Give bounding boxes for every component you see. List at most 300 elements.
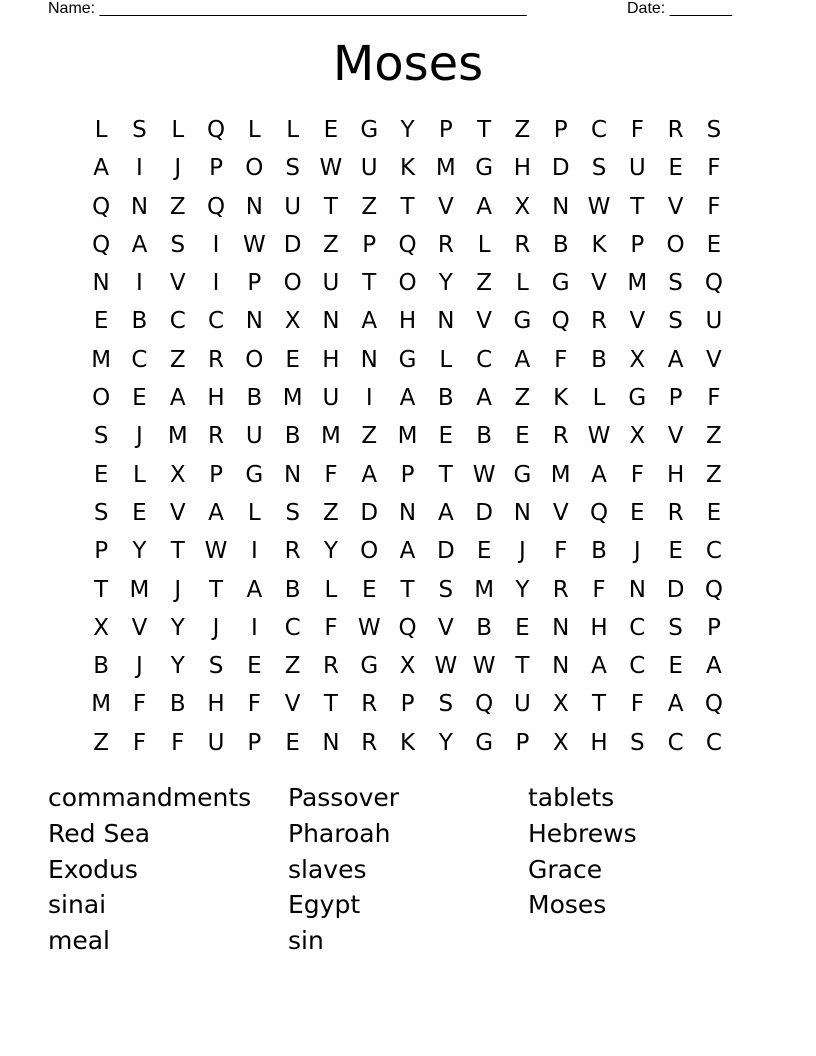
grid-letter[interactable]: C (476, 346, 493, 373)
grid-letter[interactable]: W (319, 155, 343, 182)
grid-letter[interactable]: Z (323, 499, 339, 526)
grid-letter[interactable]: N (552, 614, 570, 641)
grid-letter[interactable]: T (170, 538, 185, 565)
grid-letter[interactable]: S (93, 499, 109, 526)
grid-letter[interactable]: Q (704, 691, 723, 718)
grid-letter[interactable]: Q (398, 614, 417, 641)
grid-letter[interactable]: Y (323, 538, 338, 565)
grid-letter[interactable]: L (592, 385, 606, 412)
grid-row (82, 188, 734, 226)
grid-letter[interactable]: H (322, 346, 340, 373)
grid-letter[interactable]: Q (589, 499, 609, 526)
grid-letter[interactable]: S (630, 729, 645, 756)
grid-letter[interactable]: E (515, 614, 530, 641)
grid-letter[interactable]: L (247, 499, 261, 526)
grid-letter[interactable]: O (360, 538, 379, 565)
grid-letter[interactable]: E (361, 576, 377, 603)
grid-letter[interactable]: U (360, 155, 378, 182)
grid-letter[interactable]: U (628, 155, 646, 182)
grid-letter[interactable]: X (629, 346, 646, 373)
grid-letter[interactable]: F (630, 461, 644, 488)
grid-letter[interactable]: R (361, 729, 378, 756)
grid-letter[interactable]: G (475, 155, 494, 182)
grid-letter[interactable]: A (93, 155, 110, 182)
grid-letter[interactable]: M (91, 691, 112, 718)
grid-letter[interactable]: R (514, 231, 531, 258)
grid-letter[interactable]: I (136, 270, 143, 297)
grid-letter[interactable]: T (591, 691, 607, 718)
grid-letter[interactable]: N (628, 576, 646, 603)
grid-letter[interactable]: S (438, 691, 454, 718)
grid-letter[interactable]: L (439, 346, 453, 373)
grid-letter[interactable]: M (91, 346, 112, 373)
grid-letter[interactable]: V (629, 308, 646, 335)
grid-letter[interactable]: J (174, 155, 182, 182)
grid-letter[interactable]: S (170, 231, 186, 258)
grid-letter[interactable]: R (437, 231, 454, 258)
grid-letter[interactable]: E (706, 499, 722, 526)
grid-letter[interactable]: Q (398, 231, 417, 258)
grid-letter[interactable]: U (207, 729, 225, 756)
grid-letter[interactable]: Z (323, 231, 339, 258)
grid-letter[interactable]: H (207, 385, 225, 412)
grid-letter[interactable]: O (398, 270, 417, 297)
grid-letter[interactable]: V (667, 423, 684, 450)
grid-letter[interactable]: S (285, 155, 300, 182)
grid-letter[interactable]: Q (92, 231, 111, 258)
grid-letter[interactable]: M (397, 423, 418, 450)
grid-letter[interactable]: Z (476, 270, 492, 297)
grid-letter[interactable]: P (400, 461, 415, 488)
grid-letter[interactable]: F (707, 193, 721, 220)
grid-letter[interactable]: N (322, 308, 340, 335)
grid-letter[interactable]: Q (704, 576, 723, 603)
grid-letter[interactable]: D (436, 538, 455, 565)
grid-letter[interactable]: Y (438, 270, 453, 297)
grid-letter[interactable]: P (247, 729, 262, 756)
grid-letter[interactable]: C (131, 346, 148, 373)
grid-letter[interactable]: I (250, 538, 258, 565)
grid-letter[interactable]: C (667, 729, 684, 756)
grid-letter[interactable]: T (209, 576, 224, 603)
grid-letter[interactable]: U (705, 308, 723, 335)
grid-letter[interactable]: Z (93, 729, 110, 756)
grid-letter[interactable]: Y (400, 117, 415, 143)
grid-letter[interactable]: T (94, 576, 109, 603)
grid-letter[interactable]: A (437, 499, 454, 526)
grid-letter[interactable]: M (282, 385, 303, 412)
grid-letter[interactable]: V (437, 614, 454, 641)
grid-letter[interactable]: B (131, 308, 148, 335)
grid-letter[interactable]: T (323, 193, 338, 220)
grid-letter[interactable]: M (474, 576, 495, 603)
grid-letter[interactable]: F (324, 614, 338, 641)
grid-letter[interactable]: V (591, 270, 607, 297)
word-list-item: slaves (288, 854, 367, 884)
grid-letter[interactable]: N (437, 308, 455, 335)
grid-letter[interactable]: T (515, 653, 530, 680)
grid-letter[interactable]: U (245, 423, 263, 450)
grid-letter[interactable]: Q (551, 308, 570, 335)
grid-letter[interactable]: P (400, 691, 415, 718)
word-list-item: Hebrews (528, 818, 637, 848)
grid-letter[interactable]: D (551, 155, 570, 182)
date-field-label[interactable]: Date: _______ (627, 0, 732, 17)
grid-letter[interactable]: M (321, 423, 341, 450)
grid-letter[interactable]: L (324, 576, 338, 603)
grid-letter[interactable]: Q (92, 193, 111, 220)
grid-letter[interactable]: Z (284, 653, 301, 680)
word-list-item: sinai (48, 890, 107, 920)
word-list-item: tablets (528, 783, 615, 812)
grid-letter[interactable]: G (360, 117, 379, 143)
grid-letter[interactable]: V (169, 499, 186, 526)
grid-letter[interactable]: Q (704, 270, 723, 297)
grid-letter[interactable]: R (284, 538, 301, 565)
grid-letter[interactable]: A (399, 538, 416, 565)
grid-letter[interactable]: A (706, 653, 722, 680)
grid-letter[interactable]: F (171, 729, 185, 756)
grid-letter[interactable]: Z (169, 193, 186, 220)
grid-letter[interactable]: E (706, 231, 722, 258)
grid-letter[interactable]: M (435, 155, 456, 182)
grid-letter[interactable]: A (399, 385, 416, 412)
grid-letter[interactable]: X (552, 729, 569, 756)
grid-letter[interactable]: V (284, 691, 301, 718)
grid-letter[interactable]: E (323, 117, 339, 143)
grid-letter[interactable]: R (552, 576, 569, 603)
grid-letter[interactable]: A (591, 461, 607, 488)
grid-letter[interactable]: T (362, 270, 377, 297)
grid-letter[interactable]: A (208, 499, 224, 526)
grid-letter[interactable]: J (136, 423, 143, 450)
grid-letter[interactable]: J (212, 614, 220, 641)
grid-letter[interactable]: Z (361, 423, 378, 450)
grid-letter[interactable]: O (666, 231, 685, 258)
grid-letter[interactable]: Z (514, 385, 531, 412)
grid-letter[interactable]: P (438, 117, 453, 143)
grid-letter[interactable]: V (476, 308, 492, 335)
grid-letter[interactable]: P (209, 155, 223, 182)
grid-letter[interactable]: I (212, 231, 220, 258)
grid-letter[interactable]: Y (438, 729, 453, 756)
grid-letter[interactable]: R (208, 346, 225, 373)
grid-letter[interactable]: C (629, 614, 646, 641)
grid-letter[interactable]: M (167, 423, 188, 450)
grid-letter[interactable]: A (476, 385, 492, 412)
grid-letter[interactable]: T (323, 691, 338, 718)
grid-letter[interactable]: X (284, 308, 301, 335)
grid-letter[interactable]: N (360, 346, 378, 373)
grid-letter[interactable]: E (285, 729, 300, 756)
grid-letter[interactable]: W (434, 653, 458, 680)
grid-letter[interactable]: N (245, 308, 263, 335)
grid-letter[interactable]: V (552, 499, 569, 526)
grid-letter[interactable]: H (666, 461, 685, 488)
grid-letter[interactable]: P (94, 538, 109, 565)
grid-letter[interactable]: P (553, 117, 568, 143)
grid-letter[interactable]: S (132, 117, 147, 143)
grid-letter[interactable]: Y (515, 576, 530, 603)
grid-letter[interactable]: T (400, 576, 415, 603)
grid-letter[interactable]: S (706, 117, 722, 143)
grid-letter[interactable]: N (398, 499, 417, 526)
grid-letter[interactable]: S (668, 614, 683, 641)
grid-letter[interactable]: A (361, 461, 378, 488)
grid-letter[interactable]: P (706, 614, 721, 641)
grid-letter[interactable]: R (667, 499, 684, 526)
grid-letter[interactable]: Z (361, 193, 378, 220)
grid-letter[interactable]: C (284, 614, 301, 641)
grid-letter[interactable]: V (131, 614, 148, 641)
grid-letter[interactable]: D (666, 576, 685, 603)
grid-letter[interactable]: G (628, 385, 647, 412)
grid-letter[interactable]: X (629, 423, 646, 450)
grid-letter[interactable]: P (362, 231, 377, 258)
grid-letter[interactable]: W (204, 538, 228, 565)
grid-letter[interactable]: L (133, 461, 146, 488)
grid-letter[interactable]: J (633, 538, 641, 565)
grid-letter[interactable]: E (247, 653, 262, 680)
grid-letter[interactable]: B (93, 653, 110, 680)
grid-letter[interactable]: P (630, 231, 645, 258)
grid-letter[interactable]: F (592, 576, 606, 603)
grid-letter[interactable]: N (92, 270, 110, 297)
grid-letter[interactable]: Y (170, 614, 185, 641)
grid-letter[interactable]: H (207, 691, 225, 718)
grid-letter[interactable]: X (169, 461, 186, 488)
grid-letter[interactable]: E (93, 308, 109, 335)
grid-letter[interactable]: T (438, 461, 453, 488)
grid-letter[interactable]: O (92, 385, 111, 412)
grid-letter[interactable]: L (516, 270, 529, 297)
grid-letter[interactable]: G (398, 346, 417, 373)
grid-letter[interactable]: P (668, 385, 683, 412)
grid-letter[interactable]: P (209, 461, 223, 488)
grid-letter[interactable]: L (286, 117, 300, 143)
grid-letter[interactable]: J (136, 653, 143, 680)
grid-letter[interactable]: V (437, 193, 454, 220)
grid-letter[interactable]: E (132, 499, 147, 526)
grid-letter[interactable]: S (591, 155, 607, 182)
grid-letter[interactable]: E (476, 538, 492, 565)
grid-letter[interactable]: V (169, 270, 186, 297)
grid-letter[interactable]: L (477, 231, 491, 258)
grid-letter[interactable]: Y (170, 653, 185, 680)
grid-letter[interactable]: R (208, 423, 225, 450)
grid-letter[interactable]: B (169, 691, 186, 718)
grid-letter[interactable]: A (131, 231, 148, 258)
grid-letter[interactable]: Q (206, 193, 226, 220)
grid-letter[interactable]: E (668, 653, 683, 680)
grid-letter[interactable]: X (399, 653, 416, 680)
grid-letter[interactable]: R (591, 308, 607, 335)
grid-letter[interactable]: Q (475, 691, 494, 718)
grid-letter[interactable]: Z (514, 117, 531, 143)
grid-letter[interactable]: S (285, 499, 300, 526)
grid-letter[interactable]: V (706, 346, 722, 373)
grid-letter[interactable]: R (361, 691, 378, 718)
grid-letter[interactable]: K (553, 385, 569, 412)
grid-letter[interactable]: O (245, 346, 264, 373)
grid-letter[interactable]: G (245, 461, 264, 488)
grid-letter[interactable]: X (514, 193, 531, 220)
grid-letter[interactable]: A (591, 653, 607, 680)
grid-letter[interactable]: U (322, 270, 340, 297)
grid-letter[interactable]: F (132, 729, 147, 756)
grid-letter[interactable]: A (169, 385, 186, 412)
grid-letter[interactable]: L (247, 117, 261, 143)
grid-letter[interactable]: F (630, 691, 644, 718)
grid-letter[interactable]: S (208, 653, 224, 680)
grid-letter[interactable]: B (591, 538, 607, 565)
grid-letter[interactable]: N (552, 653, 570, 680)
grid-letter[interactable]: H (590, 614, 608, 641)
grid-letter[interactable]: A (667, 691, 684, 718)
grid-letter[interactable]: B (552, 231, 569, 258)
grid-letter[interactable]: W (357, 614, 381, 641)
grid-letter[interactable]: B (246, 385, 263, 412)
grid-letter[interactable]: A (361, 308, 378, 335)
grid-letter[interactable]: B (437, 385, 454, 412)
grid-letter[interactable]: F (707, 385, 721, 412)
grid-letter[interactable]: F (324, 461, 338, 488)
grid-letter[interactable]: B (476, 423, 492, 450)
grid-letter[interactable]: A (514, 346, 531, 373)
grid-letter[interactable]: G (513, 461, 532, 488)
grid-letter[interactable]: U (513, 691, 531, 718)
grid-letter[interactable]: J (174, 576, 182, 603)
grid-letter[interactable]: B (284, 576, 301, 603)
grid-letter[interactable]: F (630, 117, 644, 143)
grid-letter[interactable]: B (591, 346, 607, 373)
grid-letter[interactable]: T (400, 193, 415, 220)
grid-letter[interactable]: T (477, 117, 492, 143)
grid-letter[interactable]: F (247, 691, 261, 718)
grid-letter[interactable]: F (554, 346, 568, 373)
grid-letter[interactable]: C (590, 117, 608, 143)
grid-letter[interactable]: S (93, 423, 109, 450)
grid-letter[interactable]: W (587, 423, 611, 450)
grid-letter[interactable]: W (472, 461, 496, 488)
grid-letter[interactable]: H (398, 308, 417, 335)
grid-letter[interactable]: P (515, 729, 530, 756)
grid-letter[interactable]: Z (706, 423, 722, 450)
grid-row (82, 264, 734, 302)
grid-letter[interactable]: N (322, 729, 340, 756)
grid-letter[interactable]: H (513, 155, 532, 182)
grid-letter[interactable]: W (242, 231, 266, 258)
grid-letter[interactable]: E (93, 461, 109, 488)
grid-letter[interactable]: G (475, 729, 494, 756)
grid-letter[interactable]: G (513, 308, 532, 335)
grid-letter[interactable]: S (668, 308, 683, 335)
grid-letter[interactable]: C (705, 538, 722, 565)
grid-letter[interactable]: O (283, 270, 302, 297)
grid-letter[interactable]: I (136, 155, 143, 182)
grid-letter[interactable]: N (245, 193, 263, 220)
grid-letter[interactable]: L (171, 117, 185, 143)
grid-letter[interactable]: R (552, 423, 569, 450)
grid-letter[interactable]: A (476, 193, 492, 220)
grid-letter[interactable]: I (212, 270, 220, 297)
grid-letter[interactable]: U (284, 193, 302, 220)
grid-letter[interactable]: F (707, 155, 721, 182)
grid-letter[interactable]: A (667, 346, 684, 373)
grid-letter[interactable]: C (208, 308, 225, 335)
grid-letter[interactable]: N (284, 461, 302, 488)
grid-letter[interactable]: T (630, 193, 645, 220)
grid-letter[interactable]: K (399, 155, 416, 182)
grid-letter[interactable]: C (169, 308, 186, 335)
grid-letter[interactable]: B (476, 614, 492, 641)
grid-letter[interactable]: N (552, 193, 570, 220)
grid-letter[interactable]: E (132, 385, 147, 412)
grid-letter[interactable]: Y (132, 538, 147, 565)
grid-letter[interactable]: U (322, 385, 340, 412)
grid-letter[interactable]: Z (706, 461, 722, 488)
grid-letter[interactable]: M (129, 576, 150, 603)
grid-letter[interactable]: B (284, 423, 301, 450)
name-field-label[interactable]: Name: ________________________________________________ (48, 0, 527, 17)
grid-letter[interactable]: W (587, 193, 611, 220)
grid-letter[interactable]: W (472, 653, 496, 680)
grid-letter[interactable]: E (515, 423, 530, 450)
grid-letter[interactable]: K (399, 729, 416, 756)
grid-row (82, 302, 734, 340)
grid-letter[interactable]: R (322, 653, 339, 680)
grid-letter[interactable]: P (247, 270, 262, 297)
grid-letter[interactable]: M (627, 270, 648, 297)
grid-letter[interactable]: H (590, 729, 608, 756)
grid-letter[interactable]: I (365, 385, 373, 412)
grid-letter[interactable]: F (132, 691, 147, 718)
word-list-item: Passover (288, 783, 400, 812)
grid-letter[interactable]: K (591, 231, 607, 258)
grid-letter[interactable]: C (705, 729, 722, 756)
grid-letter[interactable]: Q (206, 117, 226, 143)
grid-letter[interactable]: E (438, 423, 454, 450)
grid-letter[interactable]: S (668, 270, 683, 297)
grid-letter[interactable]: E (630, 499, 645, 526)
grid-row (82, 571, 734, 609)
grid-letter[interactable]: S (438, 576, 454, 603)
grid-letter[interactable]: V (667, 193, 684, 220)
grid-letter[interactable]: J (519, 538, 526, 565)
grid-letter[interactable]: N (513, 499, 532, 526)
grid-letter[interactable]: E (285, 346, 300, 373)
grid-letter[interactable]: G (360, 653, 379, 680)
grid-letter[interactable]: R (667, 117, 684, 143)
grid-letter[interactable]: G (551, 270, 570, 297)
grid-letter[interactable]: Z (169, 346, 186, 373)
grid-letter[interactable]: I (250, 614, 258, 641)
grid-letter[interactable]: L (94, 117, 108, 143)
grid-letter[interactable]: M (550, 461, 571, 488)
grid-letter[interactable]: O (245, 155, 264, 182)
grid-letter[interactable]: E (668, 155, 683, 182)
grid-letter[interactable]: F (554, 538, 568, 565)
grid-letter[interactable]: X (93, 614, 110, 641)
grid-letter[interactable]: A (246, 576, 263, 603)
grid-letter[interactable]: E (668, 538, 683, 565)
grid-letter[interactable]: C (629, 653, 646, 680)
grid-letter[interactable]: D (475, 499, 493, 526)
grid-letter[interactable]: D (283, 231, 302, 258)
grid-letter[interactable]: N (130, 193, 149, 220)
grid-letter[interactable]: X (552, 691, 569, 718)
grid-letter[interactable]: D (360, 499, 379, 526)
